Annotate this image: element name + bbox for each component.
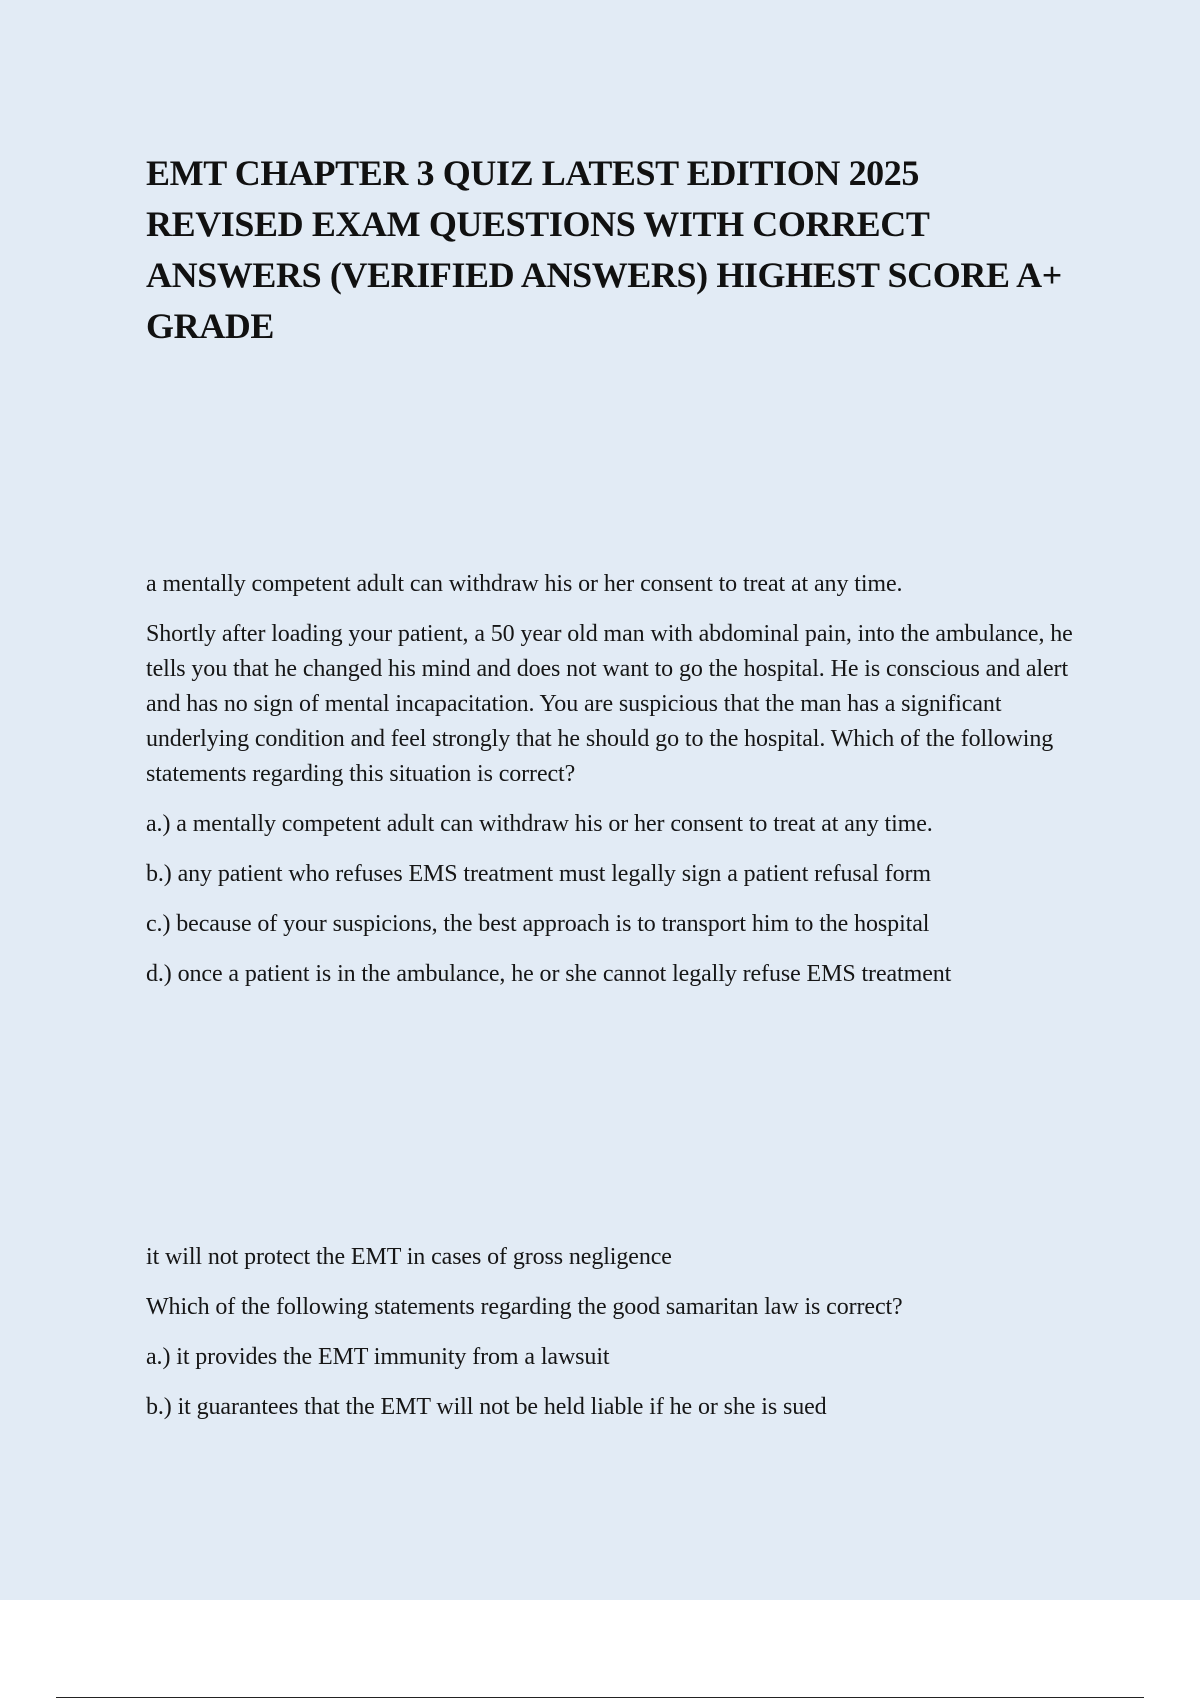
footer-divider: [56, 1697, 1144, 1698]
answer-text: it will not protect the EMT in cases of gross negligence: [146, 1244, 672, 1270]
question-block-2: [146, 1240, 1096, 1440]
option-a: a.) a mentally competent adult can withdraw his or her consent to treat at any time.: [146, 811, 933, 837]
option-b: b.) any patient who refuses EMS treatment must legally sign a patient refusal form: [146, 861, 931, 887]
question-text: Shortly after loading your patient, a 50 year old man with abdominal pain, into the ambulance, he tells you that he changed his mind and does not want to go the hospital. He is conscious and alert and has no sign of mental incapacitation. You are suspicious that the man has a significant underlying condition and feel strongly that he should go to the hospital. Which of the following statements regarding this situation is correct?: [146, 621, 1073, 787]
option-b: b.) it guarantees that the EMT will not be held liable if he or she is sued: [146, 1394, 827, 1420]
question-block-1: [146, 567, 1096, 1007]
option-d: d.) once a patient is in the ambulance, he or she cannot legally refuse EMS treatment: [146, 961, 952, 987]
option-c: c.) because of your suspicions, the best approach is to transport him to the hospital: [146, 911, 930, 937]
option-a: a.) it provides the EMT immunity from a lawsuit: [146, 1344, 610, 1370]
answer-text: a mentally competent adult can withdraw his or her consent to treat at any time.: [146, 571, 903, 597]
question-text: Which of the following statements regarding the good samaritan law is correct?: [146, 1294, 903, 1320]
document-title: EMT CHAPTER 3 QUIZ LATEST EDITION 2025 REVISED EXAM QUESTIONS WITH CORRECT ANSWERS (VERIFIED ANSWERS) HIGHEST SCORE A+ GRADE: [146, 153, 1062, 346]
